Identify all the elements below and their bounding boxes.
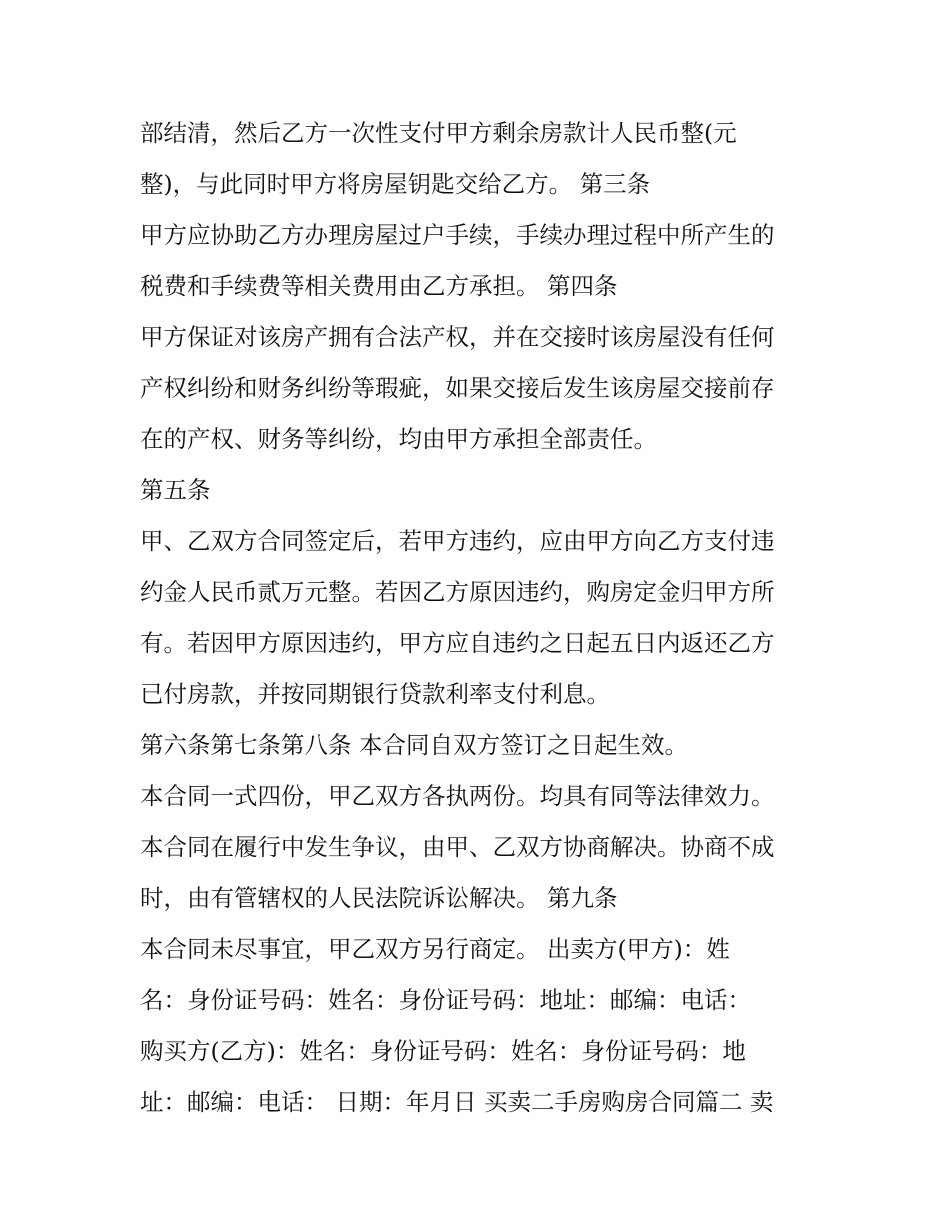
- text-line: 有。若因甲方原因违约，甲方应自违约之日起五日内返还乙方: [140, 629, 775, 657]
- text-line: 部结清，然后乙方一次性支付甲方剩余房款计人民币整(元: [140, 119, 737, 147]
- text-line: 产权纠纷和财务纠纷等瑕疵，如果交接后发生该房屋交接前存: [140, 374, 775, 402]
- contract-body-text: [140, 108, 830, 1128]
- text-line: 本合同一式四份，甲乙双方各执两份。均具有同等法律效力。: [140, 782, 775, 810]
- text-line: 已付房款，并按同期银行贷款利率支付利息。: [140, 680, 610, 708]
- text-line: 第六条第七条第八条 本合同自双方签订之日起生效。: [140, 731, 688, 759]
- text-line: 本合同在履行中发生争议，由甲、乙双方协商解决。协商不成: [140, 833, 775, 861]
- text-line: 约金人民币贰万元整。若因乙方原因违约，购房定金归甲方所: [140, 578, 775, 606]
- text-line: 购买方(乙方)：姓名：身份证号码：姓名：身份证号码：地: [140, 1037, 746, 1065]
- text-line: 甲方应协助乙方办理房屋过户手续，手续办理过程中所产生的: [140, 221, 775, 249]
- text-line: 在的产权、财务等纠纷，均由甲方承担全部责任。: [140, 425, 657, 453]
- text-line: 名：身份证号码：姓名：身份证号码：地址：邮编：电话：: [140, 986, 751, 1014]
- text-line: 本合同未尽事宜，甲乙双方另行商定。 出卖方(甲方)：姓: [140, 935, 730, 963]
- text-line: 甲方保证对该房产拥有合法产权，并在交接时该房屋没有任何: [140, 323, 775, 351]
- text-line: 甲、乙双方合同签定后，若甲方违约，应由甲方向乙方支付违: [140, 527, 775, 555]
- text-line: 税费和手续费等相关费用由乙方承担。 第四条: [140, 272, 618, 300]
- text-line: 整)，与此同时甲方将房屋钥匙交给乙方。 第三条: [140, 170, 651, 198]
- text-line: 时，由有管辖权的人民法院诉讼解决。 第九条: [140, 884, 618, 912]
- article-heading: 第五条: [140, 476, 211, 504]
- text-line: 址：邮编：电话： 日期：年月日 买卖二手房购房合同篇二 卖: [140, 1088, 774, 1116]
